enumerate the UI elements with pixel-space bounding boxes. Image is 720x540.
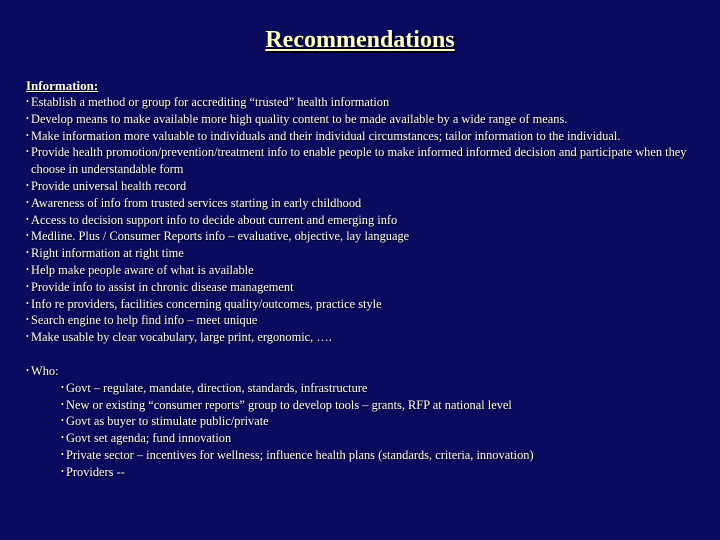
who-item: • Govt set agenda; fund innovation	[61, 430, 702, 447]
information-item: • Right information at right time	[26, 245, 702, 262]
information-heading: Information:	[26, 78, 99, 93]
who-item: • New or existing “consumer reports” group to develop tools – grants, RFP at national level	[61, 397, 702, 414]
information-item: • Provide health promotion/prevention/treatment info to enable people to make informed informed decision and participate when they choose in understandable form	[26, 144, 702, 178]
information-item: • Help make people aware of what is available	[26, 262, 702, 279]
information-item: • Awareness of info from trusted services starting in early childhood	[26, 195, 702, 212]
who-label: • Who:	[26, 363, 702, 380]
information-item: • Medline. Plus / Consumer Reports info – evaluative, objective, lay language	[26, 228, 702, 245]
who-item: • Private sector – incentives for wellness; influence health plans (standards, criteria, innovation)	[61, 447, 702, 464]
information-item: • Provide universal health record	[26, 178, 702, 195]
who-item: • Govt as buyer to stimulate public/private	[61, 413, 702, 430]
information-item: • Search engine to help find info – meet unique	[26, 312, 702, 329]
information-item: • Provide info to assist in chronic disease management	[26, 279, 702, 296]
information-item: • Develop means to make available more high quality content to be made available by a wide range of means.	[26, 111, 702, 128]
who-list	[26, 380, 702, 481]
who-item: • Providers --	[61, 464, 702, 481]
information-item: • Establish a method or group for accrediting “trusted” health information	[26, 94, 702, 111]
slide-content	[26, 77, 702, 481]
section-spacer	[26, 346, 702, 363]
who-section	[26, 363, 702, 380]
slide-title: Recommendations	[265, 27, 455, 53]
information-item: • Make information more valuable to individuals and their individual circumstances; tailor information to the individual.	[26, 128, 702, 145]
who-item: • Govt – regulate, mandate, direction, standards, infrastructure	[61, 380, 702, 397]
information-item: • Info re providers, facilities concerning quality/outcomes, practice style	[26, 296, 702, 313]
information-item: • Make usable by clear vocabulary, large print, ergonomic, ….	[26, 329, 702, 346]
information-list	[26, 94, 702, 346]
information-item: • Access to decision support info to decide about current and emerging info	[26, 212, 702, 229]
